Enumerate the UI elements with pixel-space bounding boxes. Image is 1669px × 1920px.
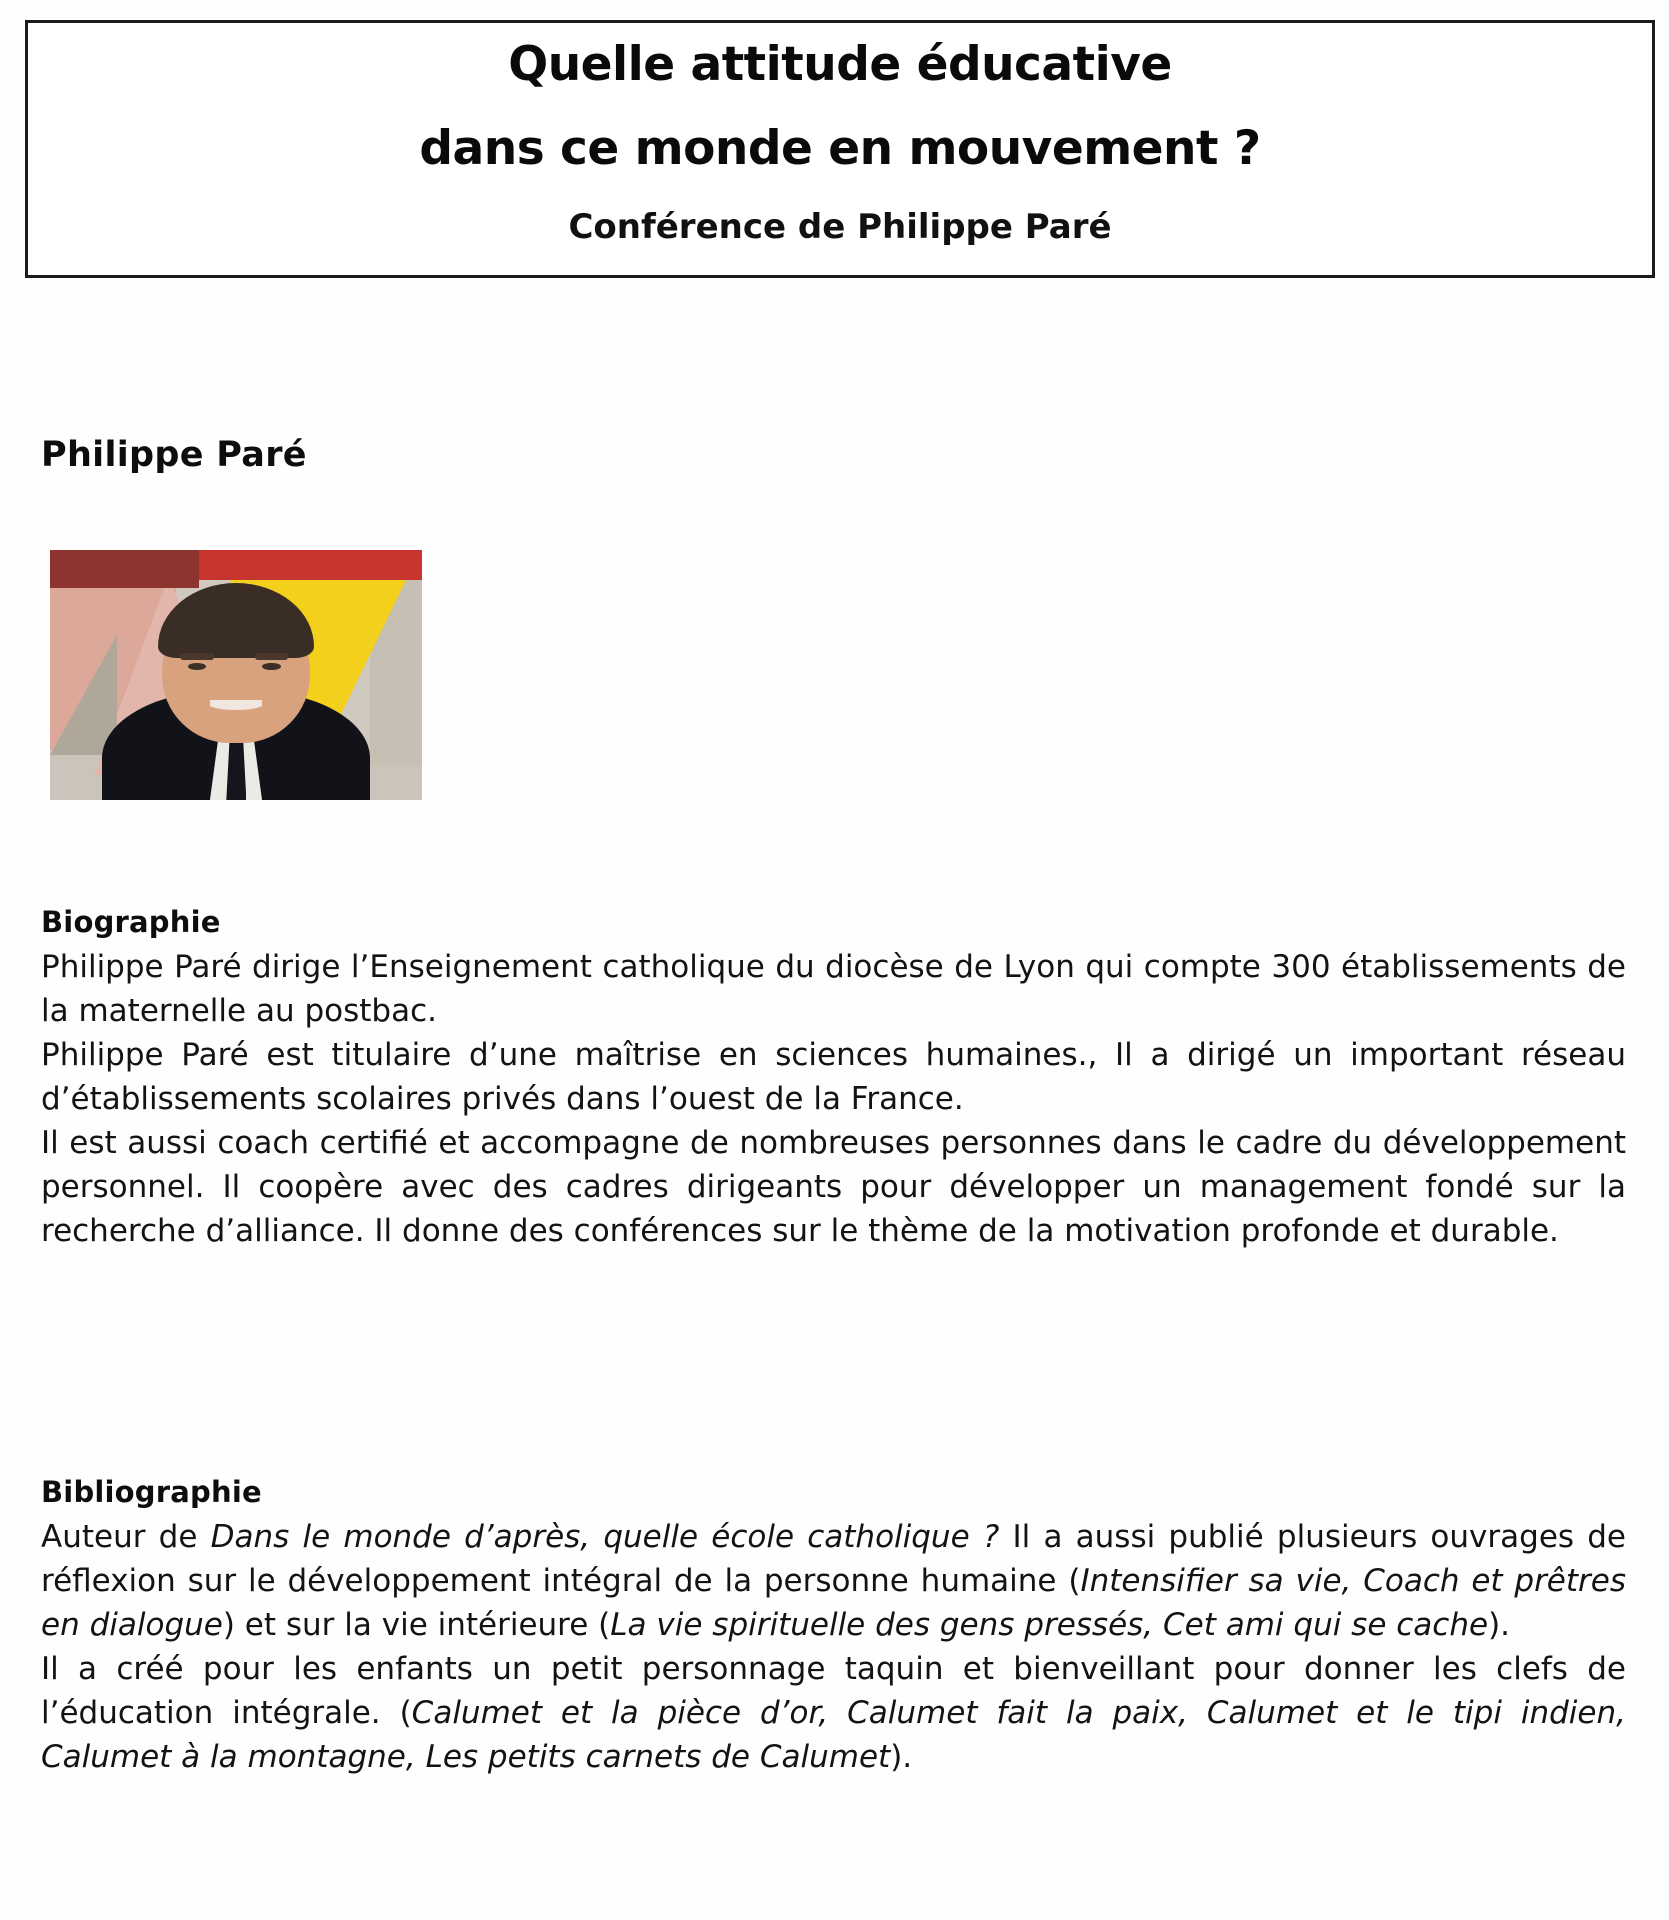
book-titles-calumet: Calumet et la pièce d’or, Calumet fait la paix, Calumet et le tipi indien, Calumet à la montagne, Les petits carnets de Calumet [41, 1695, 1626, 1776]
bibliography-paragraph-1 [41, 1515, 1626, 1647]
title-line-2: dans ce monde en mouvement ? [419, 120, 1261, 176]
book-title-dans-le-monde-dapres: Dans le monde d’après, quelle école catholique ? [210, 1519, 1000, 1555]
title-line-1: Quelle attitude éducative [508, 37, 1172, 92]
biography-paragraph-3: Il est aussi coach certifié et accompagne de nombreuses personnes dans le cadre du développement personnel. Il coopère avec des cadres dirigeants pour développer un management fondé sur la recherche d’alliance. Il donne des conférences sur le thème de la motivation profonde et durable. [41, 1125, 1626, 1250]
photo-eye-left [188, 663, 207, 671]
biblio-p1-mid-2: ) et sur la vie intérieure ( [222, 1607, 611, 1644]
photo-eyebrow-right [255, 653, 288, 661]
photo-eyebrow-left [180, 653, 213, 661]
biography-paragraph-2: Philippe Paré est titulaire d’une maîtrise en sciences humaines., Il a dirigé un important réseau d’établissements scolaires privés dans l’ouest de la France. [41, 1037, 1626, 1118]
book-title-intensifier-sa-vie: Intensifier sa vie, Coach et prêtres en dialogue [41, 1563, 1627, 1644]
photo-smile [210, 700, 262, 710]
title-box [25, 20, 1655, 278]
biography-section [41, 905, 1626, 1253]
bibliography-paragraph-2 [41, 1647, 1626, 1779]
biblio-p2-suffix: ). [890, 1739, 913, 1776]
bibliography-heading: Bibliographie [41, 1475, 262, 1509]
book-title-la-vie-spirituelle: La vie spirituelle des gens pressés, Cet ami qui se cache [610, 1607, 1489, 1644]
biblio-p1-suffix: ). [1488, 1607, 1511, 1644]
photo-eye-right [262, 663, 281, 671]
title-subtitle: Conférence de Philippe Paré [568, 206, 1112, 247]
biography-heading: Biographie [41, 905, 221, 939]
biblio-p1-prefix: Auteur de [41, 1519, 211, 1555]
speaker-name: Philippe Paré [41, 435, 307, 475]
biography-paragraph-1: Philippe Paré dirige l’Enseignement catholique du diocèse de Lyon qui compte 300 établissements de la maternelle au postbac. [41, 949, 1626, 1030]
biblio-p1-mid-1: Il a aussi publié plusieurs ouvrages de réflexion sur le développement intégral de la personne humaine ( [41, 1519, 1626, 1600]
bibliography-section [41, 1475, 1626, 1779]
biblio-p2-prefix: Il a créé pour les enfants un petit personnage taquin et bienveillant pour donner les clefs de l’éducation intégrale. ( [41, 1651, 1626, 1732]
speaker-photo [50, 550, 422, 800]
photo-red-band [199, 550, 422, 580]
photo-maroon-band [50, 550, 199, 588]
